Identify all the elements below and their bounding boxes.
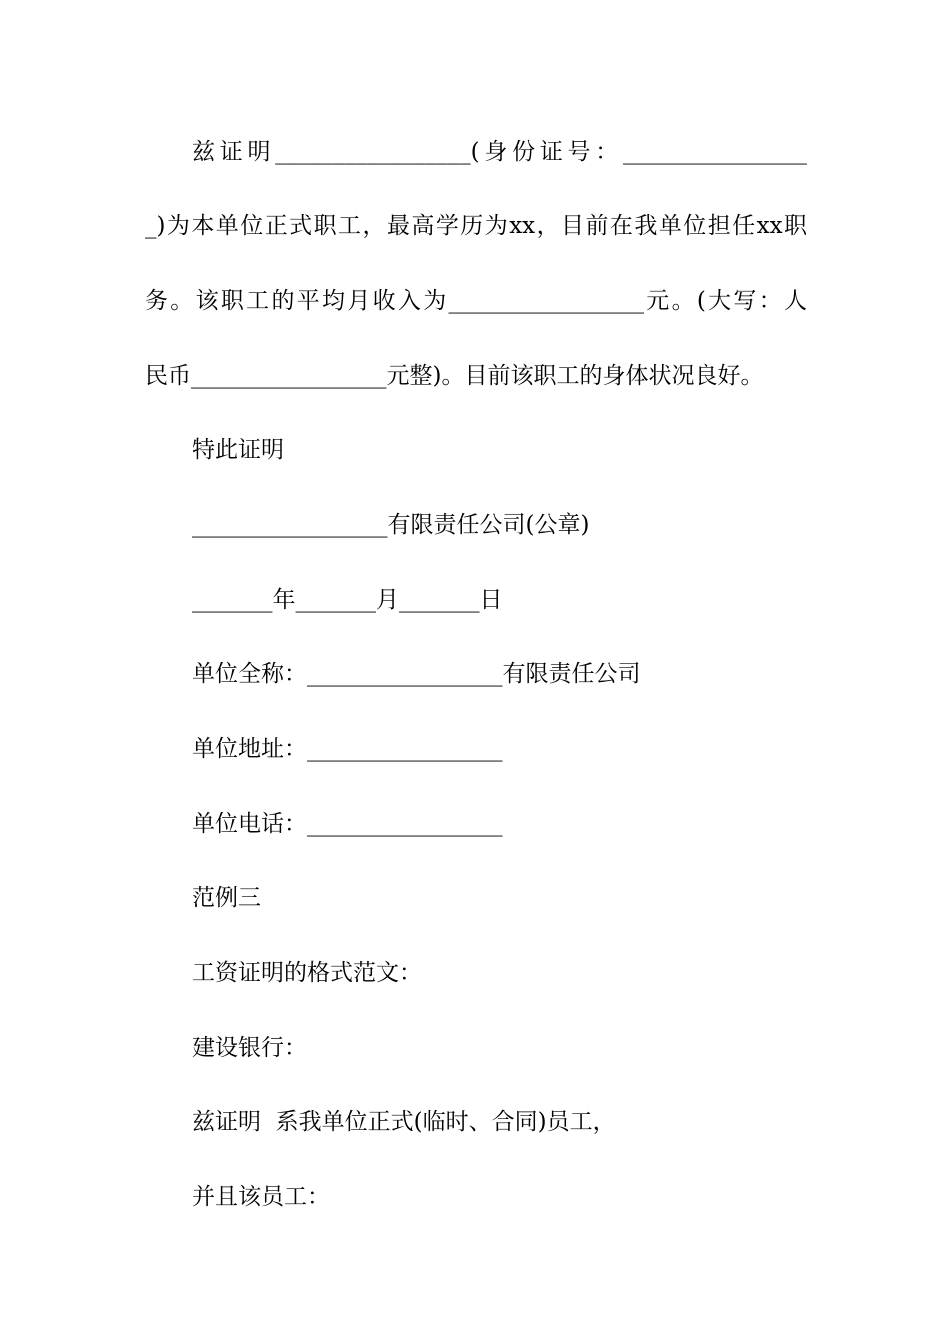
example-heading: 范例三 — [192, 885, 261, 911]
unit-full-name-line: 单位全称：_________________有限责任公司 — [192, 661, 641, 687]
paragraph-line-4: 民币_________________元整)。目前该职工的身体状况良好。 — [145, 363, 764, 389]
employee-followup-line: 并且该员工： — [192, 1184, 330, 1210]
special-proof-text: 特此证明 — [192, 437, 284, 463]
unit-phone-line: 单位电话：_________________ — [192, 811, 503, 837]
company-seal-line: _________________有限责任公司(公章) — [192, 512, 590, 538]
section-title: 工资证明的格式范文： — [192, 960, 422, 986]
employee-statement-line: 兹证明 系我单位正式(临时、合同)员工， — [192, 1109, 616, 1135]
date-line: _______年_______月_______日 — [192, 587, 503, 613]
unit-address-line: 单位地址：_________________ — [192, 736, 503, 762]
recipient-line: 建设银行： — [192, 1035, 307, 1061]
paragraph-line-1: 兹证明_________________(身份证号：________________ — [192, 139, 807, 165]
paragraph-line-2: _)为本单位正式职工，最高学历为xx，目前在我单位担任xx职 — [145, 213, 807, 239]
paragraph-line-3: 务。该职工的平均月收入为_________________元。(大写：人 — [145, 288, 807, 314]
